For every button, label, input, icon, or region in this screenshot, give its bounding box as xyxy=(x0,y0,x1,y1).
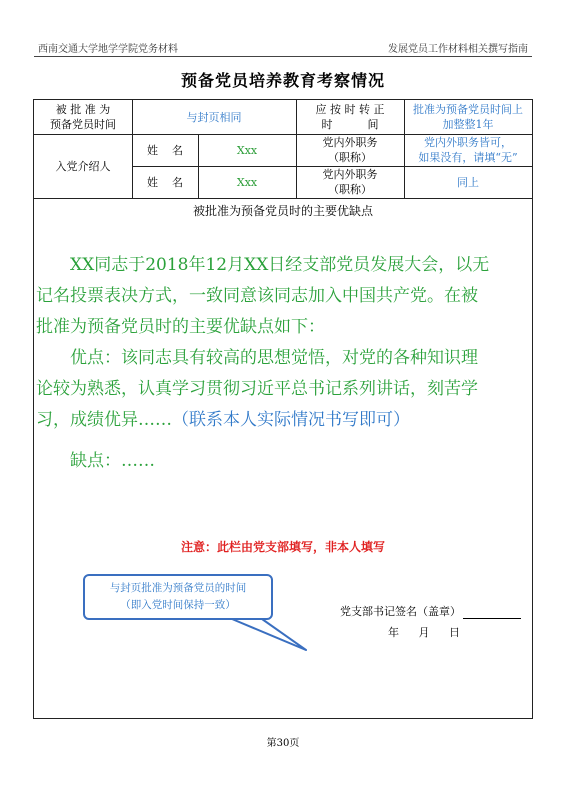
introducer1-post-label-line1: 党内外职务 xyxy=(322,136,378,149)
signature-label: 党支部书记签名（盖章） xyxy=(340,605,461,618)
body-paragraph-strengths xyxy=(36,343,492,436)
table-col-divider xyxy=(404,100,405,198)
table-col-divider xyxy=(198,134,199,198)
introducer1-post-value-line1: 党内外职务皆可， xyxy=(424,136,512,149)
introducer-label: 入党介绍人 xyxy=(55,159,111,173)
callout-line2: （即入党时间保持一致） xyxy=(120,599,236,611)
introducer2-post-label xyxy=(296,166,404,198)
introducer2-post-value: 同上 xyxy=(457,175,479,189)
notice-text: 注意：此栏由党支部填写，非本人填写 xyxy=(180,540,385,554)
introducer1-post-value-line2: 如果没有，请填“无” xyxy=(418,151,518,164)
introducer2-post-label-line1: 党内外职务 xyxy=(322,168,378,181)
regularization-date-value-line1: 批准为预备党员时间上 xyxy=(413,103,523,116)
regularization-date-value-line2: 加整整1年 xyxy=(442,118,494,131)
section-title: 被批准为预备党员时的主要优缺点 xyxy=(192,203,373,218)
regularization-date-label-line2: 时 间 xyxy=(321,118,379,131)
introducer1-name-value: Xxx xyxy=(236,143,258,157)
body-paragraph-weaknesses: 缺点：…… xyxy=(70,451,155,471)
strengths-text: 优点：该同志具有较高的思想觉悟，对党的各种知识理论较为熟悉，认真学习贯彻习近平总书记系列讲话，刻苦学习，成绩优异…… xyxy=(36,348,478,430)
regularization-date-label xyxy=(296,100,404,134)
signature-blank xyxy=(463,618,521,619)
signature-date: 年 月 日 xyxy=(388,626,461,639)
header-left-text: 西南交通大学地学学院党务材料 xyxy=(38,44,178,55)
approved-date-label-line2: 预备党员时间 xyxy=(50,118,116,131)
introducer1-post-value xyxy=(404,134,532,166)
table-row-divider xyxy=(132,166,532,167)
introducer1-post-label xyxy=(296,134,404,166)
approved-date-label-line1: 被 批 准 为 xyxy=(55,103,111,116)
table-col-divider xyxy=(296,100,297,198)
approved-date-label xyxy=(34,100,132,134)
body-paragraph-intro: XX同志于2018年12月XX日经支部党员发展大会，以无记名投票表决方式，一致同意该同志加入中国共产党。在被批准为预备党员时的主要优缺点如下： xyxy=(36,255,490,337)
approved-date-value: 与封页相同 xyxy=(186,110,242,124)
introducer1-post-label-line2: （职称） xyxy=(328,151,372,164)
table-row-divider xyxy=(34,134,532,135)
header-right-text: 发展党员工作材料相关撰写指南 xyxy=(388,44,528,55)
introducer2-post-label-line2: （职称） xyxy=(328,183,372,196)
callout-line1: 与封页批准为预备党员的时间 xyxy=(109,582,247,594)
introducer2-name-value: Xxx xyxy=(236,175,258,189)
strengths-hint: （联系本人实际情况书写即可） xyxy=(172,410,410,430)
introducer1-name-label: 姓 名 xyxy=(147,143,183,157)
regularization-date-value xyxy=(404,100,532,134)
regularization-date-label-line1: 应 按 时 转 正 xyxy=(315,103,385,116)
signature-line xyxy=(340,603,521,619)
header-divider xyxy=(34,56,532,57)
table-col-divider xyxy=(132,100,133,198)
assessment-body xyxy=(36,250,492,477)
page-title: 预备党员培养教育考察情况 xyxy=(180,71,385,90)
introducer2-name-label: 姓 名 xyxy=(147,175,183,189)
callout-box xyxy=(83,574,273,620)
page-number: 第30页 xyxy=(266,738,300,749)
table-row-divider xyxy=(34,198,532,199)
